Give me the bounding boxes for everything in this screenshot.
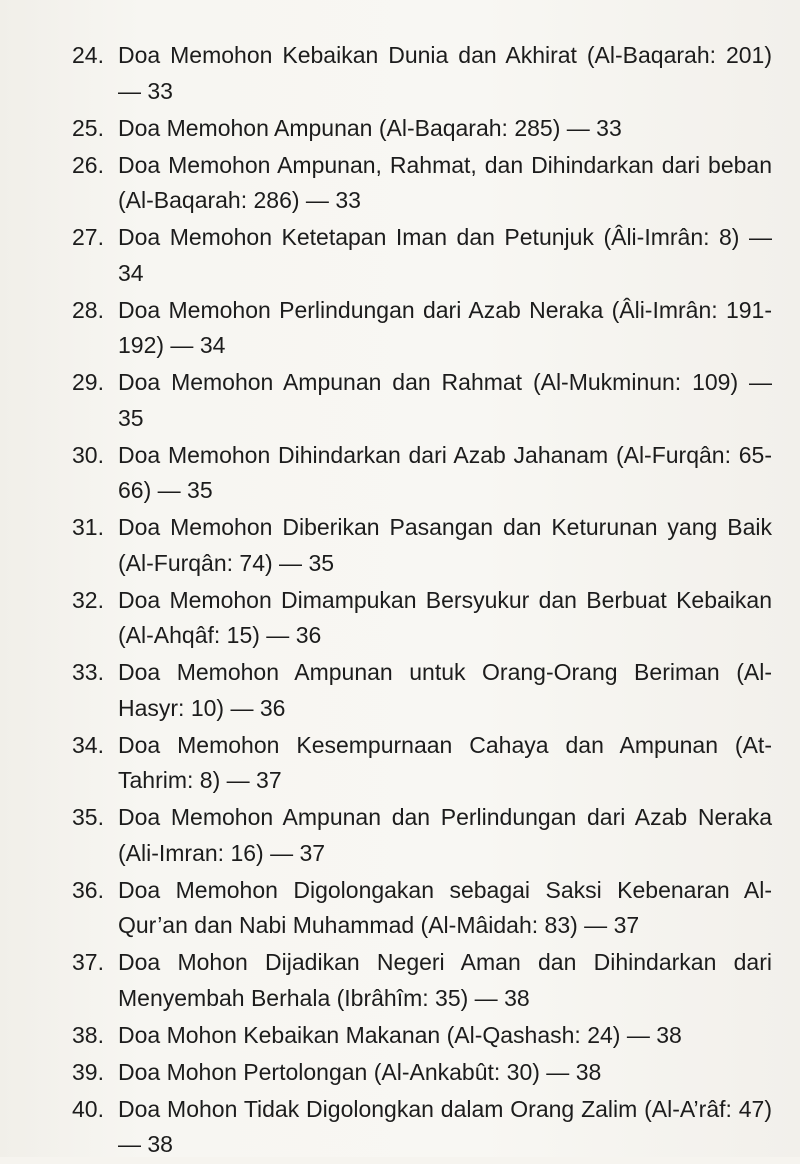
entry-text bbox=[118, 873, 772, 944]
toc-entry-24 bbox=[72, 38, 772, 109]
entry-separator: — bbox=[164, 332, 200, 358]
entry-separator: — bbox=[560, 114, 597, 141]
entry-title: Doa Memohon Perlindungan dari Azab Neraka (Âli-Imrân: 191-192) bbox=[118, 296, 772, 358]
entry-separator: — bbox=[577, 912, 614, 938]
entry-number: 37. bbox=[72, 949, 104, 975]
entry-separator: — bbox=[224, 694, 260, 721]
entry-number: 40. bbox=[72, 1095, 104, 1122]
toc-entry-37 bbox=[72, 945, 772, 1016]
toc-entry-33 bbox=[72, 655, 772, 726]
entry-title: Doa Memohon Ketetapan Iman dan Petunjuk (Âli-Imrân: 8) bbox=[118, 224, 740, 250]
entry-page-number: 36 bbox=[259, 694, 286, 721]
toc-entry-34 bbox=[72, 728, 772, 799]
entry-number: 32. bbox=[72, 586, 104, 613]
entry-number: 30. bbox=[72, 441, 104, 468]
entry-page-number: 33 bbox=[147, 77, 173, 104]
table-of-contents-list bbox=[72, 38, 772, 1164]
entry-text bbox=[118, 293, 772, 364]
entry-separator: — bbox=[220, 767, 257, 793]
entry-number: 25. bbox=[72, 114, 104, 141]
entry-title: Doa Memohon Ampunan dan Perlindungan dari Azab Neraka (Ali-Imran: 16) bbox=[118, 804, 772, 866]
entry-text bbox=[118, 945, 772, 1016]
entry-title: Doa Memohon Dihindarkan dari Azab Jahanam (Al-Furqân: 65-66) bbox=[118, 441, 772, 503]
entry-page-number: 35 bbox=[118, 404, 144, 431]
entry-page-number: 37 bbox=[613, 912, 640, 938]
entry-page-number: 33 bbox=[335, 187, 361, 213]
entry-text bbox=[118, 1055, 772, 1091]
entry-title: Doa Memohon Kesempurnaan Cahaya dan Ampunan (At-Tahrim: 8) bbox=[118, 731, 772, 793]
entry-title: Doa Memohon Ampunan dan Rahmat (Al-Mukminun: 109) bbox=[118, 369, 739, 395]
entry-separator: — bbox=[738, 369, 773, 395]
entry-page-number: 38 bbox=[656, 1021, 682, 1048]
toc-entry-39 bbox=[72, 1055, 772, 1091]
entry-separator: — bbox=[272, 549, 309, 576]
entry-title: Doa Memohon Ampunan, Rahmat, dan Dihindarkan dari beban (Al-Baqarah: 286) bbox=[118, 151, 772, 213]
entry-number: 38. bbox=[72, 1021, 104, 1048]
toc-entry-38 bbox=[72, 1018, 772, 1054]
toc-entry-32 bbox=[72, 583, 772, 654]
entry-title: Doa Memohon Diberikan Pasangan dan Keturunan yang Baik (Al-Furqân: 74) bbox=[118, 514, 772, 576]
entry-title: Doa Memohon Kebaikan Dunia dan Akhirat (Al-Baqarah: 201) bbox=[118, 42, 772, 68]
entry-page-number: 37 bbox=[299, 839, 326, 866]
entry-number: 24. bbox=[72, 42, 104, 68]
entry-separator: — bbox=[118, 77, 148, 104]
entry-text bbox=[118, 220, 772, 291]
entry-page-number: 34 bbox=[199, 332, 226, 358]
entry-text bbox=[118, 148, 772, 219]
toc-entry-31 bbox=[72, 510, 772, 581]
toc-entry-36 bbox=[72, 873, 772, 944]
entry-title: Doa Memohon Ampunan (Al-Baqarah: 285) bbox=[118, 114, 561, 141]
entry-separator: — bbox=[299, 187, 336, 213]
toc-entry-28 bbox=[72, 293, 772, 364]
entry-page-number: 37 bbox=[256, 767, 282, 793]
toc-entry-26 bbox=[72, 148, 772, 219]
entry-text bbox=[118, 38, 772, 109]
entry-text bbox=[118, 510, 772, 581]
entry-separator: — bbox=[151, 477, 188, 503]
entry-separator: — bbox=[263, 839, 300, 866]
entry-text bbox=[118, 655, 772, 726]
entry-page-number: 33 bbox=[596, 114, 622, 141]
entry-page-number: 36 bbox=[295, 622, 322, 648]
entry-page-number: 35 bbox=[308, 549, 335, 576]
entry-number: 28. bbox=[72, 296, 104, 323]
entry-number: 33. bbox=[72, 659, 104, 685]
entry-text bbox=[118, 111, 772, 147]
toc-entry-29 bbox=[72, 365, 772, 436]
entry-number: 26. bbox=[72, 151, 104, 178]
entry-page-number: 38 bbox=[575, 1058, 602, 1085]
entry-text bbox=[118, 365, 772, 436]
entry-separator: — bbox=[468, 984, 505, 1011]
entry-text bbox=[118, 800, 772, 871]
entry-number: 29. bbox=[72, 369, 104, 395]
entry-title: Doa Mohon Tidak Digolongkan dalam Orang Zalim (Al-A’râf: 47) bbox=[118, 1095, 772, 1122]
entry-separator: — bbox=[259, 622, 296, 648]
toc-entry-27 bbox=[72, 220, 772, 291]
entry-separator: — bbox=[539, 1058, 576, 1085]
entry-number: 27. bbox=[72, 224, 104, 250]
toc-entry-25 bbox=[72, 111, 772, 147]
entry-text bbox=[118, 728, 772, 799]
entry-text bbox=[118, 583, 772, 654]
entry-title: Doa Memohon Ampunan untuk Orang-Orang Beriman (Al-Hasyr: 10) bbox=[118, 659, 772, 721]
toc-entry-35 bbox=[72, 800, 772, 871]
entry-separator: — bbox=[739, 224, 772, 250]
entry-title: Doa Memohon Dimampukan Bersyukur dan Berbuat Kebaikan (Al-Ahqâf: 15) bbox=[118, 586, 772, 648]
entry-page-number: 35 bbox=[187, 477, 213, 503]
entry-number: 34. bbox=[72, 731, 104, 758]
entry-text bbox=[118, 438, 772, 509]
entry-title: Doa Mohon Pertolongan (Al-Ankabût: 30) bbox=[118, 1058, 540, 1085]
entry-separator: — bbox=[620, 1021, 657, 1048]
toc-entry-40 bbox=[72, 1092, 772, 1163]
entry-title: Doa Memohon Digolongakan sebagai Saksi Kebenaran Al-Qur’an dan Nabi Muhammad (Al-Mâidah: 83) bbox=[118, 876, 772, 938]
entry-text bbox=[118, 1092, 772, 1163]
entry-page-number: 38 bbox=[147, 1131, 173, 1157]
entry-number: 39. bbox=[72, 1058, 104, 1085]
entry-number: 31. bbox=[72, 514, 104, 540]
entry-separator: — bbox=[118, 1131, 148, 1157]
entry-title: Doa Mohon Kebaikan Makanan (Al-Qashash: 24) bbox=[118, 1021, 621, 1048]
entry-page-number: 38 bbox=[504, 984, 530, 1011]
entry-text bbox=[118, 1018, 772, 1054]
entry-title: Doa Mohon Dijadikan Negeri Aman dan Dihindarkan dari Menyembah Berhala (Ibrâhîm: 35) bbox=[118, 949, 772, 1011]
toc-entry-30 bbox=[72, 438, 772, 509]
entry-number: 35. bbox=[72, 804, 104, 830]
entry-number: 36. bbox=[72, 876, 104, 903]
entry-page-number: 34 bbox=[118, 259, 144, 286]
